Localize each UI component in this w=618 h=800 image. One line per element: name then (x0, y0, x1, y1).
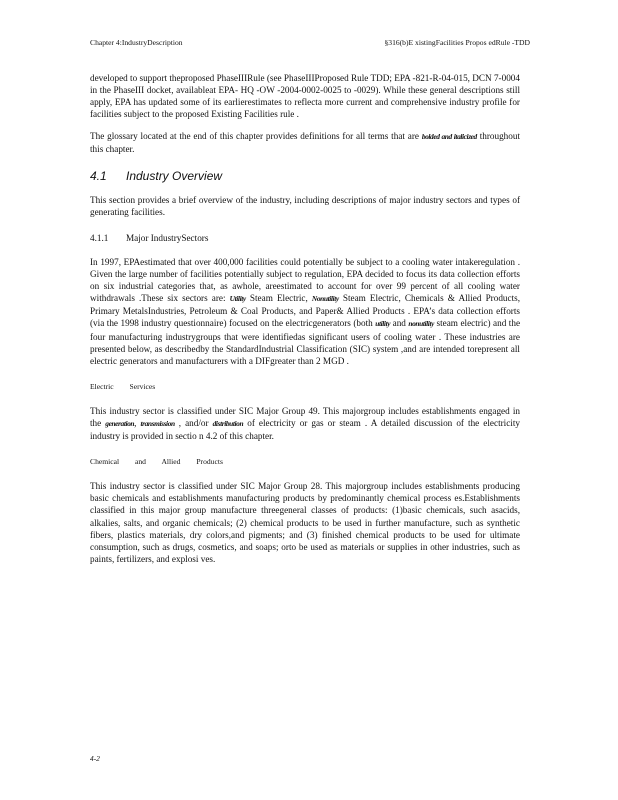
electric-emphasis-3: distribution (212, 418, 244, 428)
sectors-text-3: Steam Electric, Chemicals & Allied Products, Primary MetalsIndustries, Petroleum & Coal Products, and Paper& Allied Products . EPA’s data collection efforts (via the 1998 industry questionnaire) focused on the electricgenerators (both (90, 293, 521, 329)
glossary-text-before: The glossary located at the end of this chapter provides definitions for all terms that are (90, 131, 419, 142)
subsection-number: 4.1.1 (90, 232, 109, 243)
header-rule-title: §316(b)E xistingFacilities Propos edRule -TDD (384, 38, 530, 47)
sectors-text-1: In 1997, EPAestimated that over 400,000 facilities could potentially be subject to a cooling water intakeregulation . Given the large number of facilities potentially subject to regulation, EPA decided to focus its data collection efforts on six industrial categories that, as awhole, areestimated to account for over 99 percent of all cooling water withdrawals .These six sectors are: (90, 256, 520, 304)
sectors-emphasis-1: Utility (229, 294, 246, 304)
glossary-text-after: throughout this chapter. (90, 131, 521, 155)
sectors-text-2: Steam Electric, (249, 293, 308, 304)
electric-text-2: , (134, 417, 137, 428)
glossary-paragraph (90, 130, 520, 155)
chemical-products-heading: Chemical and Allied Products (90, 457, 223, 467)
sectors-text-4: and (392, 318, 406, 329)
electric-services-heading: Electric Services (90, 381, 156, 391)
page-number: 4-2 (90, 754, 100, 763)
electric-text-3: , and/or (178, 417, 209, 428)
sectors-emphasis-3: utility (375, 319, 391, 329)
section-heading (90, 170, 520, 182)
sectors-emphasis-4: nonutility (408, 319, 434, 329)
header-chapter-title: Chapter 4:IndustryDescription (90, 38, 183, 47)
section-title: Industry Overview (126, 168, 223, 183)
intro-paragraph: developed to support theproposed PhaseIIIRule (see PhaseIIIProposed Rule TDD; EPA -821-R-04-015, DCN 7-0004 in the PhaseIII docket, availableat EPA- HQ -OW -2004-0002-0025 to -0029). While these general descriptions still apply, EPA has updated some of its earlierestimates to reflecta more current and comprehensive industry profile for facilities subject to the proposed Existing Facilities rule . (90, 73, 520, 120)
sectors-emphasis-2: Nonutility (311, 294, 339, 304)
electric-services-paragraph (90, 405, 520, 442)
electric-text-4: of electricity or gas or steam . A detailed discussion of the electricity industry is provided in sectio n 4.2 of this chapter. (90, 417, 521, 442)
electric-emphasis-2: transmission (140, 418, 175, 428)
electric-emphasis-1: generation (105, 418, 135, 428)
section-paragraph: This section provides a brief overview of the industry, including descriptions of major industry sectors and types of generating facilities. (90, 194, 520, 217)
subsection-heading (90, 232, 520, 244)
glossary-emphasis: bolded and italicized (421, 132, 477, 142)
sectors-text-5: steam electric) and the four manufacturing industrygroups that were identifiedas significant users of cooling water . These industries are presented below, as describedby the StandardIndustrial Classification (SIC) system ,and are intended torepresent all electric generators and manufacturers with a DIFgreater than 2 MGD . (90, 318, 521, 366)
section-number: 4.1 (90, 168, 107, 183)
chemical-products-paragraph: This industry sector is classified under SIC Major Group 28. This majorgroup includes establishments producing basic chemicals and establishments manufacturing products by predominantly chemical process es.Establishments classified in this major group manufacture threegeneral classes of products: (1)basic chemicals, such asacids, alkalies, salts, and organic chemicals; (2) chemical products to be used in further manufacture, such as synthetic fibers, plastics materials, dry colors,and pigments; and (3) finished chemical products to be used for ultimate consumption, such as drugs, cosmetics, and soaps; orto be used as materials or supplies in other industries, such as paints, fertilizers, and explosi ves. (90, 481, 520, 564)
subsection-title: Major IndustrySectors (126, 232, 209, 243)
sectors-paragraph (90, 256, 520, 367)
page-body (90, 72, 520, 575)
electric-text-1: This industry sector is classified under SIC Major Group 49. This majorgroup includes establishments engaged in the (90, 405, 520, 428)
